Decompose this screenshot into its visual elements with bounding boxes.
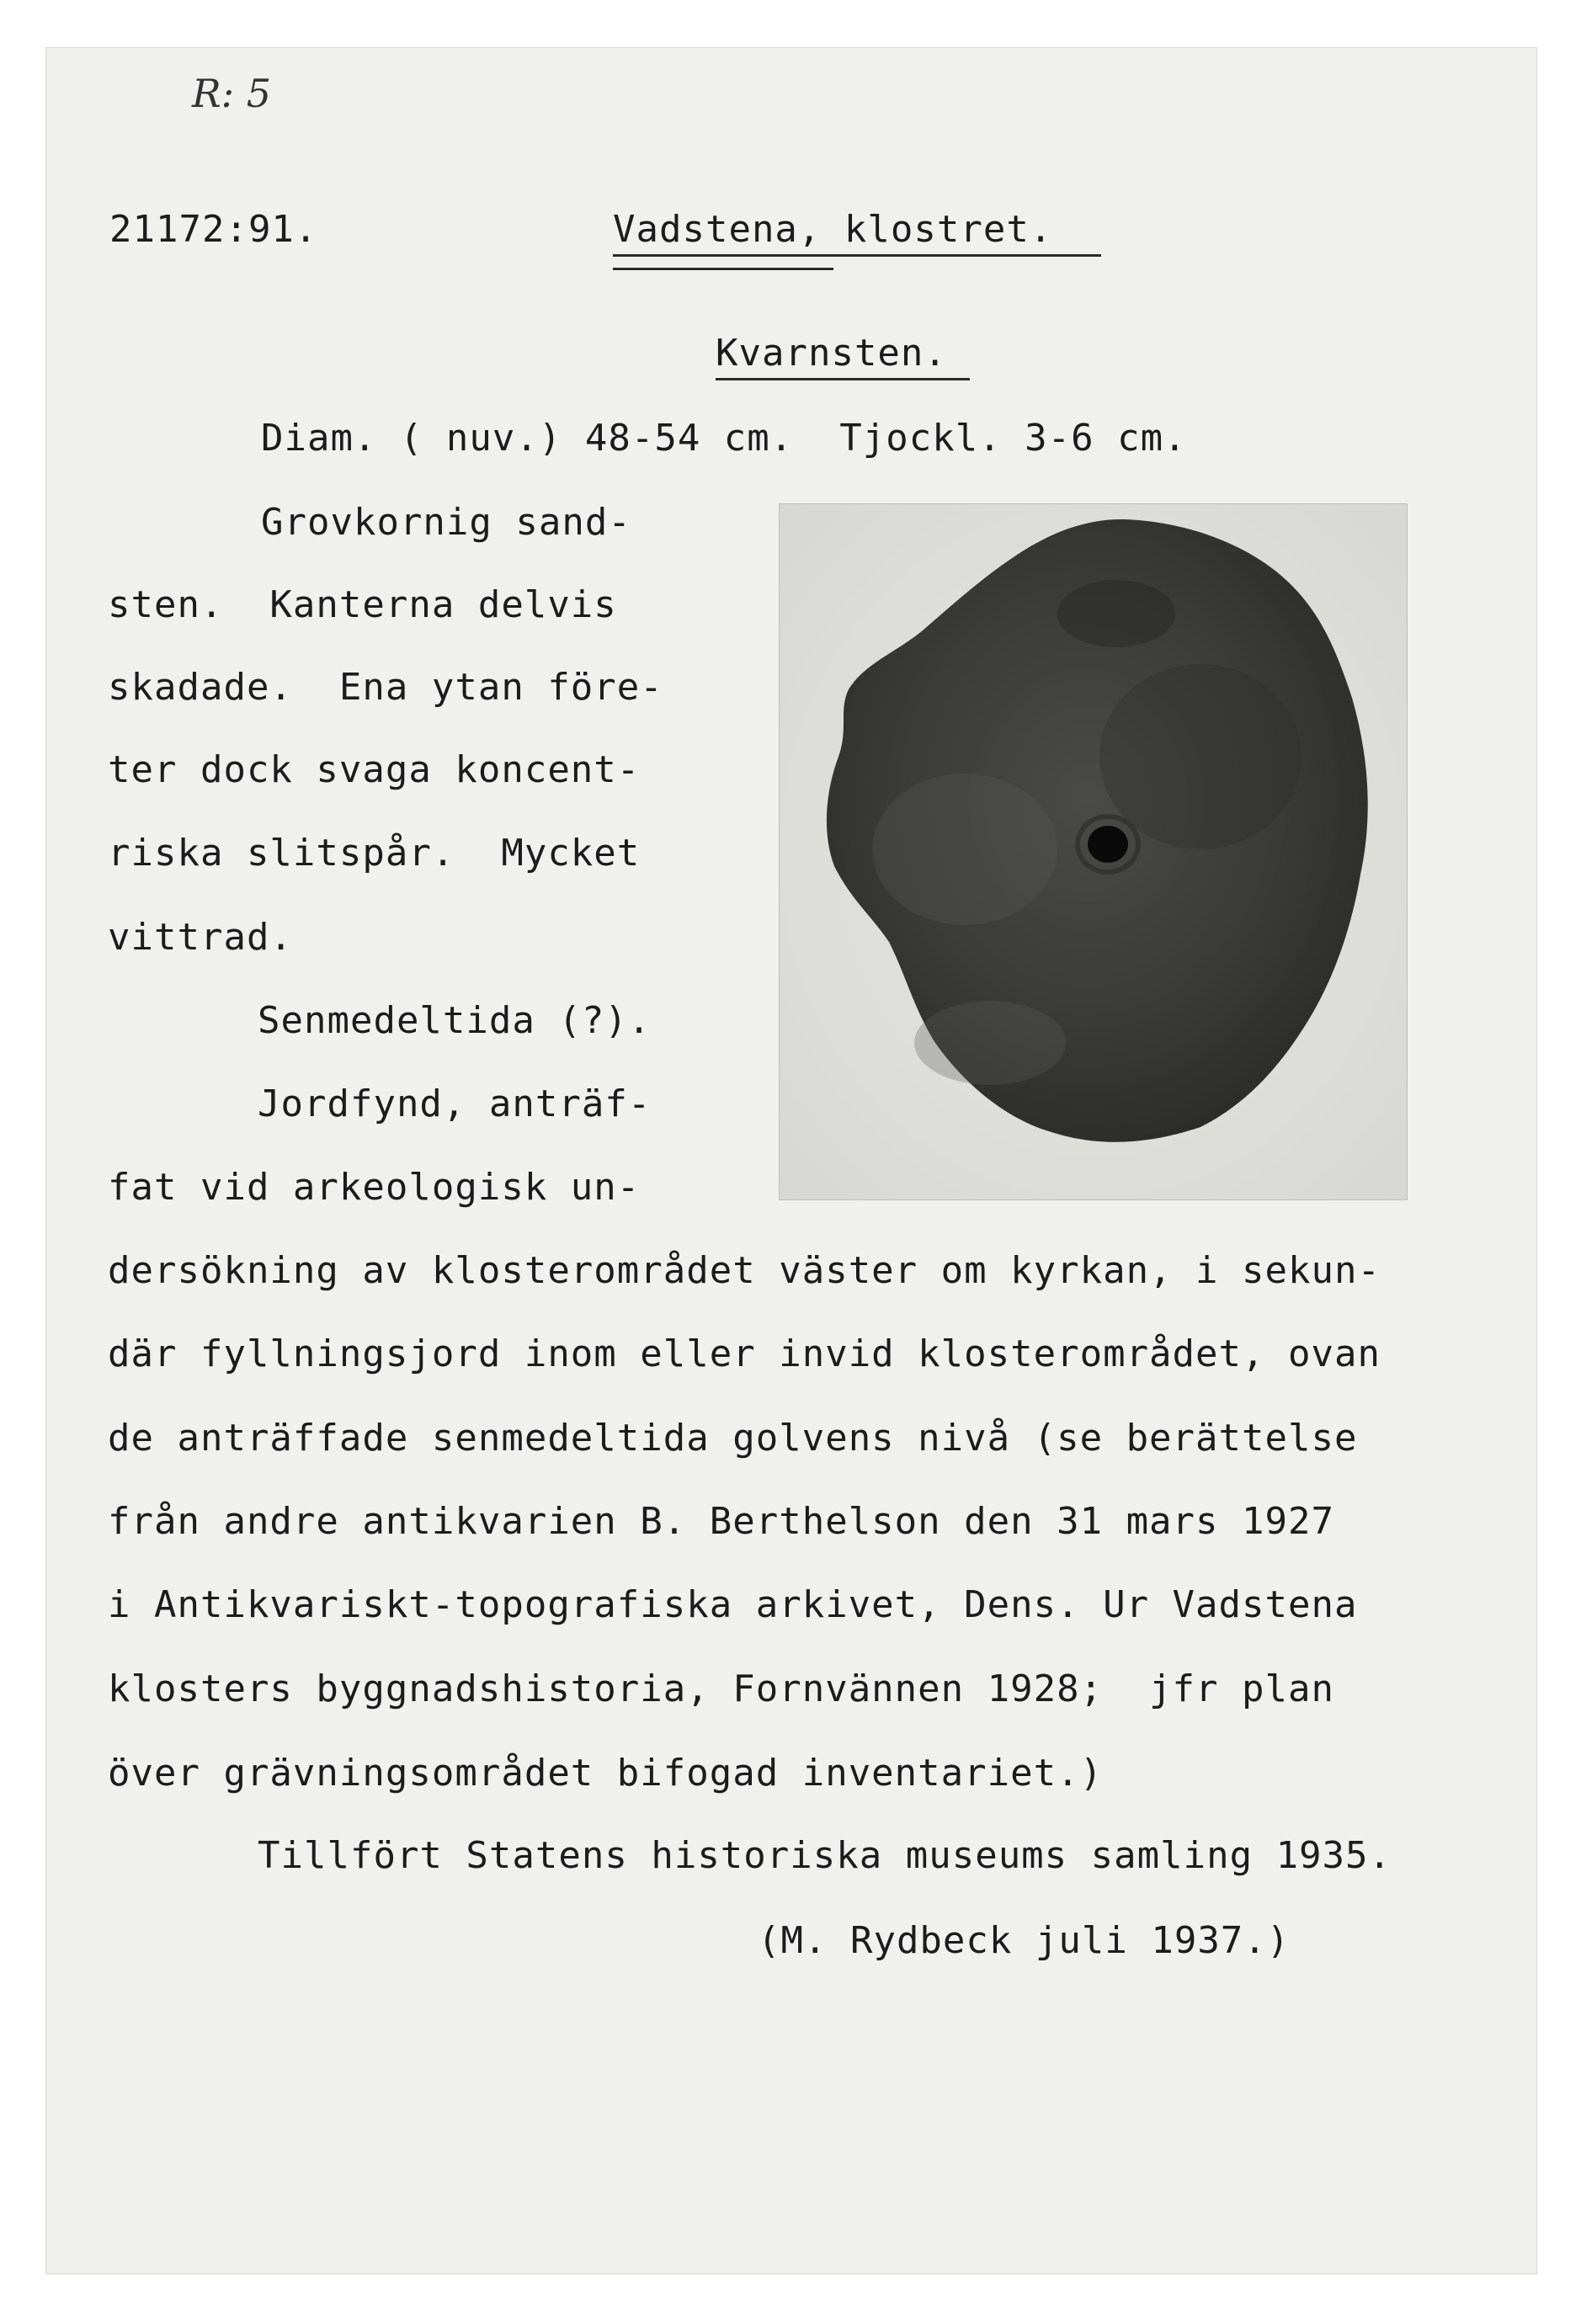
- description-line: sten. Kanterna delvis: [108, 583, 617, 626]
- object-name: Kvarnsten.: [716, 332, 947, 375]
- millstone-photo: [779, 503, 1408, 1200]
- find-line: där fyllningsjord inom eller invid klosterområdet, ovan: [108, 1332, 1381, 1375]
- description-line: riska slitspår. Mycket: [108, 832, 641, 875]
- location-underline-short: [613, 268, 833, 270]
- location-title: Vadstena, klostret.: [613, 208, 1053, 251]
- find-line: klosters byggnadshistoria, Fornvännen 1928; jfr plan: [108, 1667, 1334, 1710]
- dimensions: Diam. ( nuv.) 48-54 cm. Tjockl. 3-6 cm.: [261, 417, 1187, 460]
- center-hole: [1088, 826, 1128, 863]
- find-line: Jordfynd, anträf-: [258, 1082, 652, 1125]
- description-line: Grovkornig sand-: [261, 501, 631, 544]
- handwritten-mark: R: 5: [192, 71, 272, 116]
- acquisition-note: Tillfört Statens historiska museums samling 1935.: [258, 1834, 1392, 1877]
- signature: (M. Rydbeck juli 1937.): [758, 1919, 1291, 1962]
- description-line: skadade. Ena ytan före-: [108, 666, 663, 709]
- description-line: ter dock svaga koncent-: [108, 748, 641, 791]
- find-line: från andre antikvarien B. Berthelson den 31 mars 1927: [108, 1500, 1334, 1543]
- location-underline: [613, 254, 1101, 257]
- catalog-number: 21172:91.: [109, 208, 318, 251]
- find-line: i Antikvariskt-topografiska arkivet, Dens. Ur Vadstena: [108, 1583, 1358, 1626]
- description-line: vittrad.: [108, 916, 293, 959]
- millstone-image: [780, 504, 1407, 1199]
- find-line: dersökning av klosterområdet väster om kyrkan, i sekun-: [108, 1249, 1381, 1292]
- find-line: fat vid arkeologisk un-: [108, 1166, 641, 1209]
- object-name-underline: [716, 378, 970, 380]
- find-line: de anträffade senmedeltida golvens nivå (se berättelse: [108, 1417, 1358, 1460]
- dating: Senmedeltida (?).: [258, 999, 652, 1042]
- find-line: över grävningsområdet bifogad inventariet.): [108, 1752, 1104, 1795]
